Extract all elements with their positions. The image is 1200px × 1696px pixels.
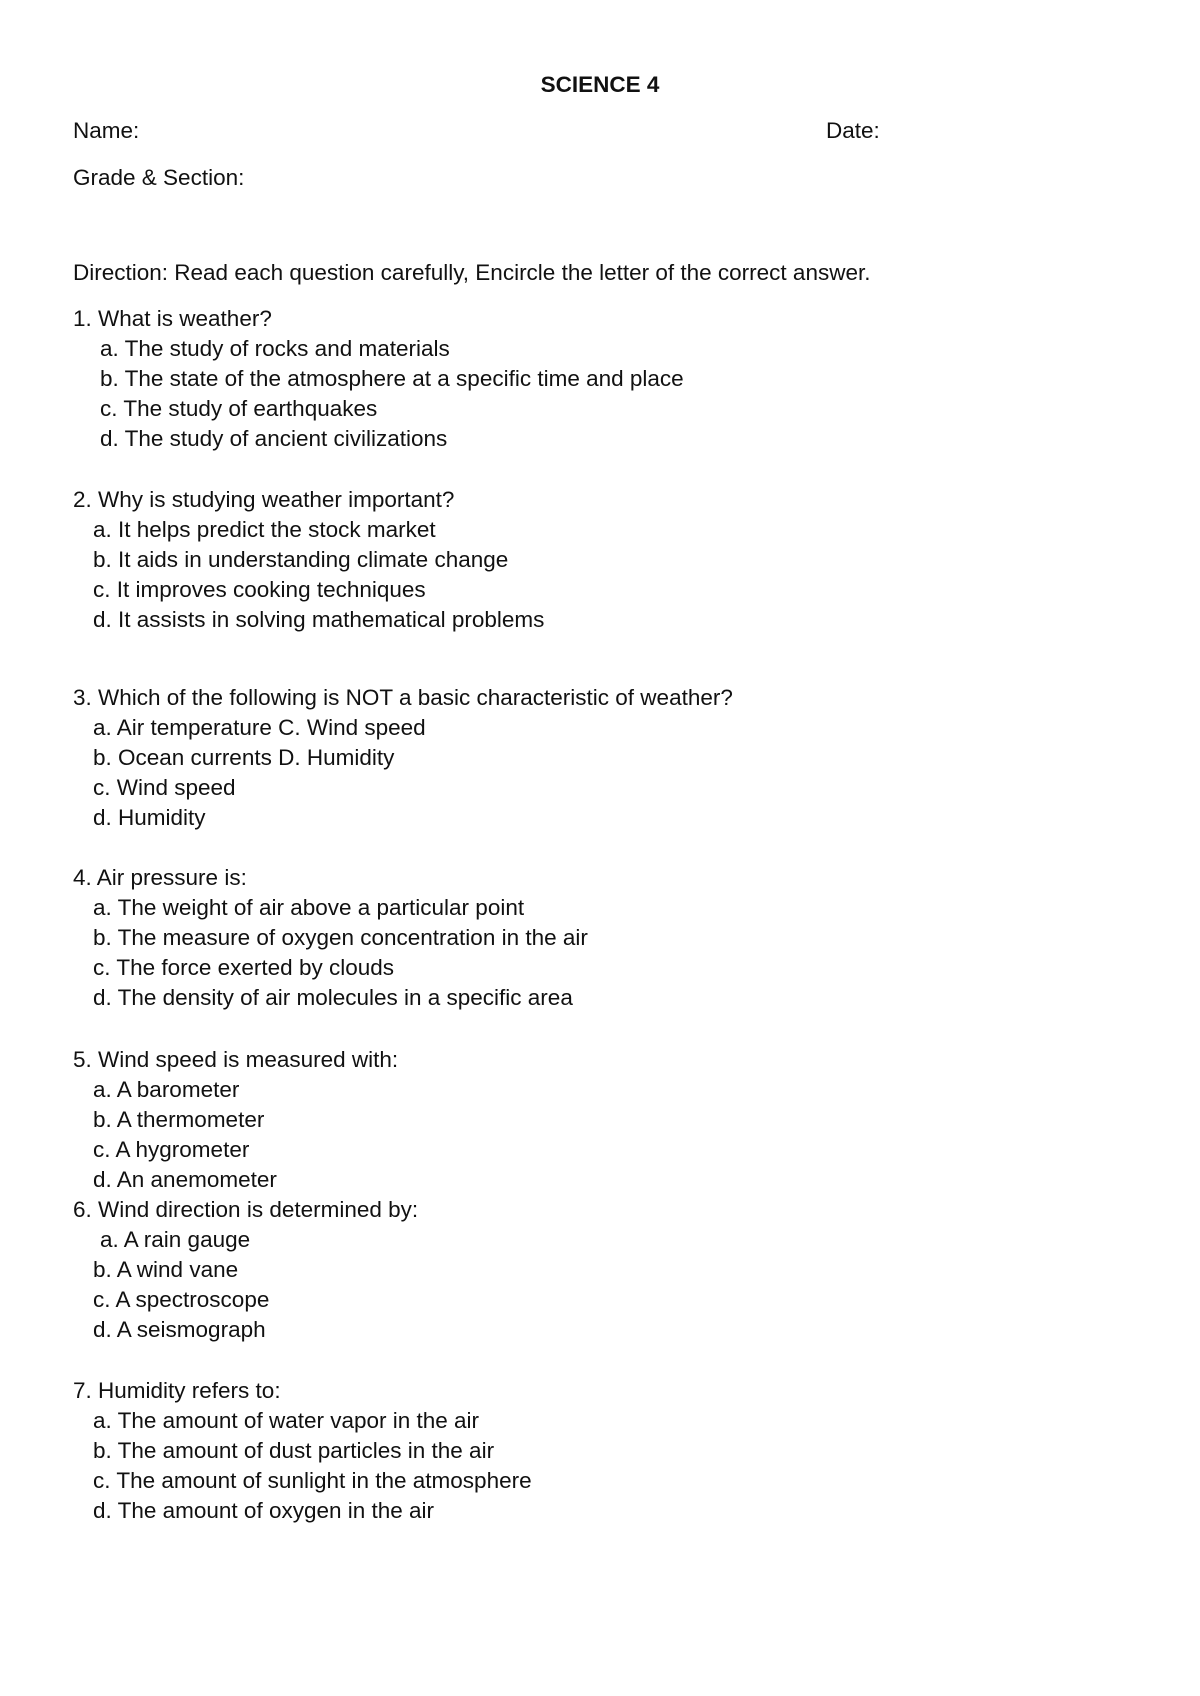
option-b[interactable]: b. The amount of dust particles in the air: [93, 1438, 495, 1463]
option-b[interactable]: b. A wind vane: [93, 1257, 239, 1282]
directions-text: Direction: Read each question carefully, Encircle the letter of the correct answer.: [73, 260, 871, 285]
question-2: [73, 485, 544, 635]
question-text: 7. Humidity refers to:: [73, 1378, 281, 1403]
option-b[interactable]: b. The state of the atmosphere at a specific time and place: [100, 366, 684, 391]
option-b[interactable]: b. Ocean currents D. Humidity: [93, 745, 395, 770]
question-6: [73, 1195, 418, 1345]
name-label: Name:: [73, 118, 140, 143]
option-c[interactable]: c. The amount of sunlight in the atmosphere: [93, 1468, 532, 1493]
option-c[interactable]: c. It improves cooking techniques: [93, 577, 426, 602]
question-text: 1. What is weather?: [73, 306, 272, 331]
question-1: [73, 304, 684, 454]
question-7: [73, 1376, 532, 1526]
option-a[interactable]: a. The amount of water vapor in the air: [93, 1408, 480, 1433]
option-d[interactable]: d. Humidity: [93, 805, 206, 830]
option-a[interactable]: a. A rain gauge: [100, 1227, 251, 1252]
question-text: 5. Wind speed is measured with:: [73, 1047, 399, 1072]
option-c[interactable]: c. Wind speed: [93, 775, 236, 800]
option-c[interactable]: c. A spectroscope: [93, 1287, 270, 1312]
answer-options: [73, 1075, 398, 1195]
answer-options: [73, 713, 733, 833]
question-4: [73, 863, 588, 1013]
option-b[interactable]: b. The measure of oxygen concentration in the air: [93, 925, 588, 950]
option-c[interactable]: c. A hygrometer: [93, 1137, 250, 1162]
question-3: [73, 683, 733, 833]
option-d[interactable]: d. A seismograph: [93, 1317, 266, 1342]
option-a[interactable]: a. A barometer: [93, 1077, 240, 1102]
page-title: SCIENCE 4: [540, 72, 660, 97]
date-label: Date:: [826, 118, 880, 143]
option-a[interactable]: a. Air temperature C. Wind speed: [93, 715, 426, 740]
question-text: 6. Wind direction is determined by:: [73, 1197, 419, 1222]
option-b[interactable]: b. It aids in understanding climate change: [93, 547, 509, 572]
grade-section-label: Grade & Section:: [73, 165, 245, 190]
option-a[interactable]: a. The study of rocks and materials: [100, 336, 450, 361]
option-d[interactable]: d. It assists in solving mathematical problems: [93, 607, 545, 632]
option-a[interactable]: a. It helps predict the stock market: [93, 517, 436, 542]
option-c[interactable]: c. The study of earthquakes: [100, 396, 378, 421]
option-a[interactable]: a. The weight of air above a particular point: [93, 895, 525, 920]
answer-options: [73, 1225, 418, 1345]
question-5: [73, 1045, 398, 1195]
option-d[interactable]: d. The density of air molecules in a specific area: [93, 985, 573, 1010]
option-d[interactable]: d. The amount of oxygen in the air: [93, 1498, 435, 1523]
question-text: 4. Air pressure is:: [73, 865, 247, 890]
question-text: 2. Why is studying weather important?: [73, 487, 455, 512]
answer-options: [73, 893, 588, 1013]
option-d[interactable]: d. An anemometer: [93, 1167, 277, 1192]
option-c[interactable]: c. The force exerted by clouds: [93, 955, 394, 980]
answer-options: [73, 1406, 532, 1526]
answer-options: [73, 515, 544, 635]
question-text: 3. Which of the following is NOT a basic characteristic of weather?: [73, 685, 733, 710]
answer-options: [73, 334, 684, 454]
option-b[interactable]: b. A thermometer: [93, 1107, 265, 1132]
option-d[interactable]: d. The study of ancient civilizations: [100, 426, 448, 451]
